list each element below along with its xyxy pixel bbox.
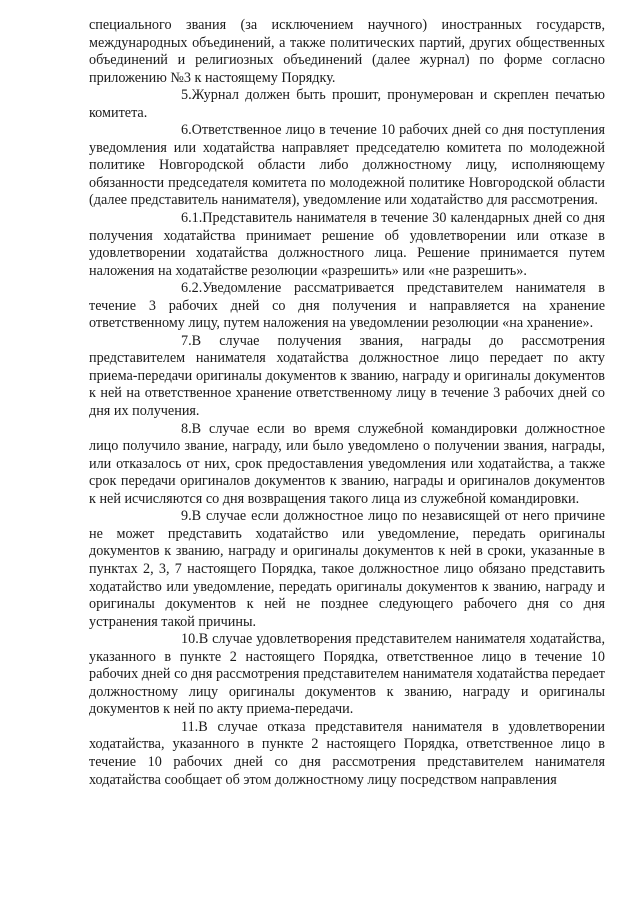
paragraph-text: В случае если должностное лицо по независящей от него причине не может представить ходатайство или уведомление, передать оригиналы документов к званию, награду и оригиналы документов к ней в сроки, указанные в пунктах 2, 3, 7 настоящего Порядка, такое должностное лицо обязано представить ходатайство или уведомление, передать оригиналы документов к званию, награду и оригиналы документов к ней не позднее следующего рабочего дня со дня устранения такой причины. [89, 508, 605, 630]
paragraph-number: 6.1. [181, 210, 203, 227]
paragraph-number: 9. [181, 508, 192, 525]
paragraph-text: В случае получения звания, награды до рассмотрения представителем нанимателя ходатайства должностное лицо передает по акту приема-передачи оригиналы документов к званию, награду и оригиналы документов к ней на ответственное хранение ответственному лицу в течение 3 рабочих дней со дня их получения. [89, 332, 605, 420]
paragraph-6-1 [89, 210, 605, 280]
paragraph-9 [89, 508, 605, 631]
paragraph-text: Ответственное лицо в течение 10 рабочих дней со дня поступления уведомления или ходатайства направляет председателю комитета по молодежной политике Новгородской области либо должностному лицу, исполняющему обязанности председателя комитета по молодежной политике Новгородской области (далее представитель нанимателя), уведомление или ходатайство для рассмотрения. [89, 122, 605, 209]
paragraph-5 [89, 87, 605, 122]
paragraph-number: 8. [181, 420, 192, 437]
paragraph-number: 10. [181, 631, 199, 648]
paragraph-6-2 [89, 280, 605, 333]
paragraph-8 [89, 421, 605, 509]
paragraph-text: В случае отказа представителя нанимателя в удовлетворении ходатайства, указанного в пункте 2 настоящего Порядка, ответственное лицо в течение 10 рабочих дней со дня рассмотрения представителем нанимателя ходатайства сообщает об этом должностному лицу посредством направления [89, 718, 605, 788]
paragraph-text: В случае удовлетворения представителем нанимателя ходатайства, указанного в пункте 2 настоящего Порядка, ответственное лицо в течение 10 рабочих дней со дня рассмотрения представителем нанимателя ходатайства передает должностному лицу оригиналы документов к званию, награду и оригиналы документов к ней по акту приема-передачи. [89, 631, 605, 718]
paragraph-text: Журнал должен быть прошит, пронумерован и скреплен печатью комитета. [89, 87, 605, 121]
paragraph-number: 6.2. [181, 280, 203, 297]
paragraph-0 [89, 17, 605, 87]
paragraph-number: 5. [181, 87, 192, 104]
paragraph-number: 6. [181, 122, 192, 139]
paragraph-number: 7. [181, 332, 192, 349]
paragraph-6 [89, 122, 605, 210]
paragraph-number: 11. [181, 718, 199, 735]
paragraph-7 [89, 333, 605, 421]
paragraph-10 [89, 631, 605, 719]
paragraph-text: специального звания (за исключением научного) иностранных государств, международных объединений, а также политических партий, других общественных объединений и религиозных объединений (далее журнал) по форме согласно приложению №3 к настоящему Порядку. [89, 17, 605, 86]
paragraph-text: В случае если во время служебной командировки должностное лицо получило звание, награду, или было уведомлено о получении звания, награды, или отказалось от них, срок предоставления уведомления или ходатайства, а также срок передачи оригиналов документов к званию, награды и оригиналов документов к ней исчисляются со дня возвращения такого лица из служебной командировки. [89, 420, 605, 507]
paragraph-text: Представитель нанимателя в течение 30 календарных дней со дня получения ходатайства принимает решение об удовлетворении или отказе в удовлетворении ходатайства должностного лица. Решение принимается путем наложения на ходатайстве резолюции «разрешить» или «не разрешить». [89, 210, 605, 279]
paragraph-text: Уведомление рассматривается представителем нанимателя в течение 3 рабочих дней со дня получения и направляется на хранение ответственному лицу, путем наложения на уведомлении резолюции «на хранение». [89, 280, 605, 332]
paragraph-11 [89, 719, 605, 789]
